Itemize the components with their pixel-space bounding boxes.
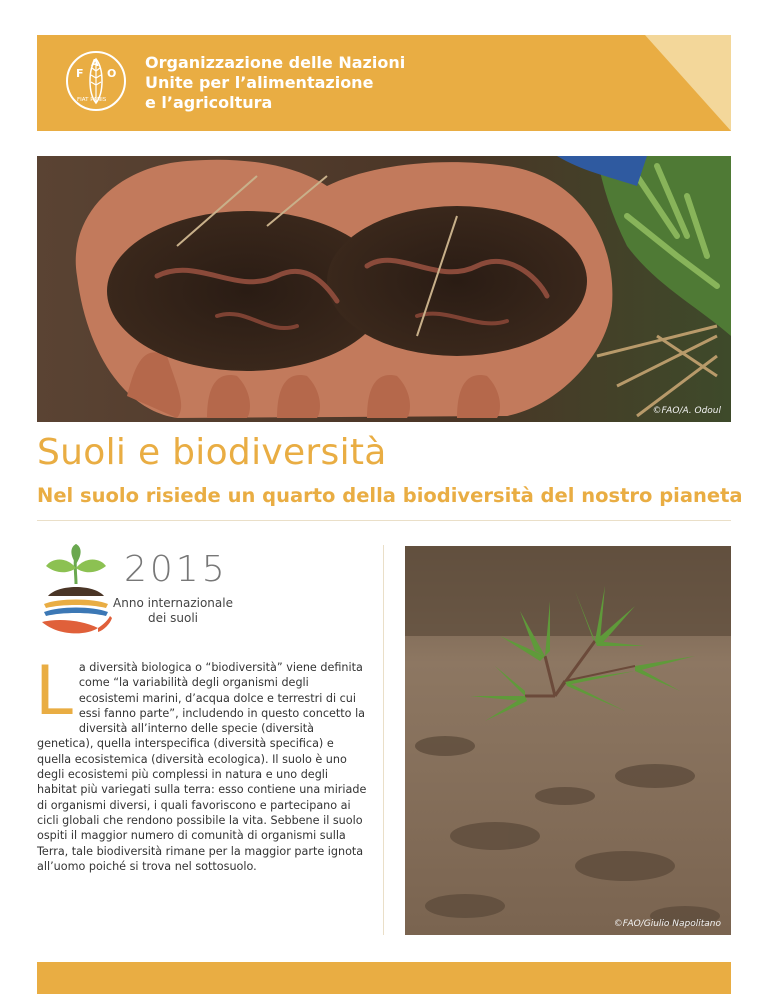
column-divider bbox=[383, 545, 384, 935]
hero-photo-hands-soil bbox=[37, 156, 731, 422]
footer-band bbox=[37, 962, 731, 994]
organization-name bbox=[145, 53, 405, 113]
page-subtitle: Nel suolo risiede un quarto della biodiversità del nostro pianeta bbox=[37, 484, 743, 507]
body-text: a diversità biologica o “biodiversità” viene definita come “la variabilità degli organismi degli ecosistemi marini, d’acqua dolce e terrestri di cui essi fanno parte”, includendo in questo concetto la diversità all’interno delle specie (diversità genetica), quella interspecifica (diversità specifica) e quella ecosistemica (diversità ecologica). Il suolo è uno degli ecosistemi più complessi in natura e uno degli habitat più variegati sulla terra: esso contiene una miriade di organismi diversi, i quali favoriscono e partecipano ai cicli globali che rendono possibile la vita. Sebbene il suolo ospiti il maggior numero di comunità di organismi sulla Terra, tale biodiversità rimane per la maggior parte ignota all’uomo poiché si trova nel sottosuolo. bbox=[37, 661, 367, 873]
org-name-line-3: e l’agricoltura bbox=[145, 93, 273, 112]
page-title: Suoli e biodiversità bbox=[37, 432, 387, 473]
seedling-illustration bbox=[405, 546, 731, 935]
hands-soil-illustration bbox=[37, 156, 731, 422]
header-banner bbox=[37, 35, 731, 131]
fao-letter-o: O bbox=[107, 67, 117, 80]
title-divider bbox=[37, 520, 731, 521]
body-paragraph bbox=[35, 652, 367, 874]
fao-motto: FIAT PANIS bbox=[77, 97, 107, 103]
hero-photo-credit: ©FAO/A. Odoul bbox=[652, 406, 721, 416]
org-name-line-2: Unite per l’alimentazione bbox=[145, 73, 374, 92]
international-year-of-soils-logo bbox=[38, 544, 114, 640]
iys-label bbox=[112, 596, 234, 626]
iys-label-line-2: dei suoli bbox=[147, 611, 198, 625]
drop-cap: L bbox=[35, 652, 73, 731]
fao-letter-f: F bbox=[76, 67, 84, 80]
fao-letter-a: A bbox=[91, 58, 99, 69]
iys-label-line-1: Anno internazionale bbox=[113, 596, 233, 610]
plant-seedling-photo bbox=[405, 546, 731, 935]
header-corner-fold bbox=[645, 35, 731, 131]
fao-logo bbox=[64, 49, 128, 113]
org-name-line-1: Organizzazione delle Nazioni bbox=[145, 53, 406, 72]
plant-photo-credit: ©FAO/Giulio Napolitano bbox=[613, 919, 721, 929]
iys-year: 2015 bbox=[124, 549, 228, 590]
